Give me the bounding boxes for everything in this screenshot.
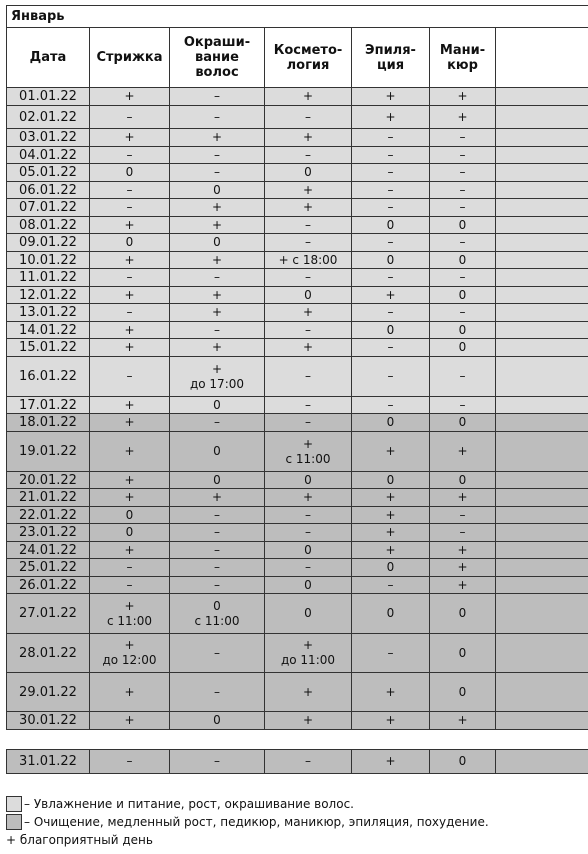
month-title: Январь: [7, 6, 588, 28]
empty-cell: [496, 129, 588, 147]
table-row: [7, 339, 588, 357]
value-cell: 0: [352, 472, 430, 489]
empty-cell: [496, 577, 588, 594]
value-cell: + до 12:00: [90, 634, 170, 673]
value-cell: +: [90, 339, 170, 357]
value-cell: + до 11:00: [265, 634, 352, 673]
value-cell: +: [170, 339, 265, 357]
table-row: [7, 397, 588, 414]
date-cell: 08.01.22: [7, 217, 90, 234]
value-cell: 0: [170, 234, 265, 252]
date-cell: 24.01.22: [7, 542, 90, 559]
table-row: [7, 414, 588, 432]
value-cell: –: [90, 106, 170, 129]
value-cell: –: [352, 199, 430, 217]
date-cell: 27.01.22: [7, 594, 90, 634]
table-row: [7, 634, 588, 673]
value-cell: 0: [430, 339, 496, 357]
empty-cell: [496, 507, 588, 524]
date-cell: 15.01.22: [7, 339, 90, 357]
value-cell: +: [352, 507, 430, 524]
legend-light-text: – Увлажнение и питание, рост, окрашивание волос.: [24, 796, 354, 811]
value-cell: 0: [90, 507, 170, 524]
value-cell: +: [90, 472, 170, 489]
date-cell: 16.01.22: [7, 357, 90, 397]
table-row: [7, 594, 588, 634]
date-cell: 04.01.22: [7, 147, 90, 164]
value-cell: –: [352, 339, 430, 357]
header-row: [7, 28, 588, 88]
legend: [6, 795, 489, 849]
value-cell: –: [430, 524, 496, 542]
value-cell: +: [430, 577, 496, 594]
empty-cell: [496, 182, 588, 199]
table-row: [7, 269, 588, 287]
value-cell: 0: [90, 524, 170, 542]
value-cell: +: [265, 182, 352, 199]
value-cell: +: [90, 712, 170, 730]
table-row: [7, 129, 588, 147]
value-cell: –: [170, 559, 265, 577]
value-cell: –: [430, 182, 496, 199]
table-row: [7, 217, 588, 234]
value-cell: 0: [430, 634, 496, 673]
value-cell: + с 11:00: [90, 594, 170, 634]
header-empty-cell: [496, 28, 588, 88]
table-row: [7, 507, 588, 524]
value-cell: + до 17:00: [170, 357, 265, 397]
value-cell: 0: [430, 287, 496, 304]
table-row: [7, 357, 588, 397]
table-row: [7, 559, 588, 577]
header-cell: Мани- кюр: [430, 28, 496, 88]
date-cell: 25.01.22: [7, 559, 90, 577]
value-cell: –: [352, 634, 430, 673]
value-cell: +: [352, 712, 430, 730]
value-cell: –: [352, 269, 430, 287]
date-cell: 21.01.22: [7, 489, 90, 507]
value-cell: +: [265, 673, 352, 712]
value-cell: –: [265, 217, 352, 234]
gap-cell: [7, 730, 588, 750]
date-cell: 05.01.22: [7, 164, 90, 182]
empty-cell: [496, 322, 588, 339]
value-cell: –: [430, 129, 496, 147]
table-row: [7, 234, 588, 252]
value-cell: –: [265, 397, 352, 414]
value-cell: +: [90, 252, 170, 269]
value-cell: +: [352, 524, 430, 542]
value-cell: –: [430, 234, 496, 252]
value-cell: +: [352, 750, 430, 774]
value-cell: 0: [352, 559, 430, 577]
date-cell: 12.01.22: [7, 287, 90, 304]
value-cell: –: [430, 269, 496, 287]
value-cell: 0: [352, 217, 430, 234]
header-cell: Стрижка: [90, 28, 170, 88]
empty-cell: [496, 339, 588, 357]
value-cell: +: [90, 129, 170, 147]
empty-cell: [496, 673, 588, 712]
value-cell: 0: [430, 673, 496, 712]
value-cell: –: [170, 147, 265, 164]
value-cell: –: [265, 507, 352, 524]
header-cell: Космето- логия: [265, 28, 352, 88]
value-cell: –: [352, 164, 430, 182]
calendar-table: [6, 5, 588, 774]
value-cell: –: [265, 524, 352, 542]
value-cell: 0: [352, 594, 430, 634]
value-cell: +: [90, 414, 170, 432]
date-cell: 09.01.22: [7, 234, 90, 252]
value-cell: –: [352, 357, 430, 397]
value-cell: –: [352, 182, 430, 199]
date-cell: 06.01.22: [7, 182, 90, 199]
empty-cell: [496, 234, 588, 252]
empty-cell: [496, 542, 588, 559]
date-cell: 10.01.22: [7, 252, 90, 269]
empty-cell: [496, 287, 588, 304]
value-cell: + с 11:00: [265, 432, 352, 472]
value-cell: +: [170, 217, 265, 234]
value-cell: + с 18:00: [265, 252, 352, 269]
empty-cell: [496, 634, 588, 673]
date-cell: 22.01.22: [7, 507, 90, 524]
value-cell: +: [90, 217, 170, 234]
value-cell: –: [90, 559, 170, 577]
empty-cell: [496, 304, 588, 322]
value-cell: –: [265, 106, 352, 129]
value-cell: +: [170, 252, 265, 269]
table-row: [7, 750, 588, 774]
value-cell: –: [170, 106, 265, 129]
table-row: [7, 182, 588, 199]
value-cell: +: [430, 88, 496, 106]
value-cell: 0: [170, 182, 265, 199]
value-cell: –: [90, 357, 170, 397]
value-cell: –: [170, 634, 265, 673]
value-cell: 0: [265, 594, 352, 634]
date-cell: 17.01.22: [7, 397, 90, 414]
value-cell: 0: [352, 252, 430, 269]
date-cell: 13.01.22: [7, 304, 90, 322]
value-cell: –: [170, 577, 265, 594]
value-cell: +: [352, 106, 430, 129]
table-row: [7, 88, 588, 106]
empty-cell: [496, 712, 588, 730]
legend-light: [6, 795, 489, 813]
empty-cell: [496, 217, 588, 234]
value-cell: –: [352, 304, 430, 322]
value-cell: –: [265, 147, 352, 164]
empty-cell: [496, 524, 588, 542]
date-cell: 19.01.22: [7, 432, 90, 472]
value-cell: 0: [170, 472, 265, 489]
date-cell: 29.01.22: [7, 673, 90, 712]
value-cell: –: [170, 673, 265, 712]
legend-dark: [6, 813, 489, 831]
value-cell: +: [265, 199, 352, 217]
value-cell: 0 с 11:00: [170, 594, 265, 634]
value-cell: +: [90, 88, 170, 106]
table-row: [7, 542, 588, 559]
value-cell: 0: [265, 472, 352, 489]
value-cell: –: [265, 559, 352, 577]
date-cell: 20.01.22: [7, 472, 90, 489]
value-cell: 0: [430, 472, 496, 489]
value-cell: +: [170, 287, 265, 304]
empty-cell: [496, 252, 588, 269]
value-cell: +: [90, 542, 170, 559]
empty-cell: [496, 147, 588, 164]
value-cell: –: [352, 147, 430, 164]
value-cell: +: [352, 673, 430, 712]
value-cell: 0: [430, 322, 496, 339]
value-cell: +: [265, 88, 352, 106]
empty-cell: [496, 269, 588, 287]
empty-cell: [496, 164, 588, 182]
value-cell: 0: [430, 594, 496, 634]
empty-cell: [496, 750, 588, 774]
value-cell: 0: [430, 217, 496, 234]
value-cell: +: [265, 304, 352, 322]
value-cell: –: [170, 269, 265, 287]
value-cell: 0: [170, 712, 265, 730]
date-cell: 26.01.22: [7, 577, 90, 594]
date-cell: 28.01.22: [7, 634, 90, 673]
value-cell: +: [90, 397, 170, 414]
date-cell: 14.01.22: [7, 322, 90, 339]
legend-plus: [6, 831, 489, 849]
value-cell: –: [170, 750, 265, 774]
empty-cell: [496, 489, 588, 507]
table-row: [7, 304, 588, 322]
value-cell: –: [265, 750, 352, 774]
value-cell: +: [90, 673, 170, 712]
table-row: [7, 164, 588, 182]
table-row: [7, 147, 588, 164]
value-cell: 0: [90, 164, 170, 182]
value-cell: –: [90, 182, 170, 199]
value-cell: –: [265, 357, 352, 397]
value-cell: –: [90, 304, 170, 322]
header-cell: Окраши- вание волос: [170, 28, 265, 88]
value-cell: +: [170, 489, 265, 507]
table-row: [7, 106, 588, 129]
value-cell: –: [265, 234, 352, 252]
value-cell: –: [430, 304, 496, 322]
value-cell: +: [170, 199, 265, 217]
empty-cell: [496, 397, 588, 414]
empty-cell: [496, 357, 588, 397]
value-cell: –: [430, 507, 496, 524]
value-cell: –: [170, 524, 265, 542]
value-cell: +: [352, 542, 430, 559]
date-cell: 03.01.22: [7, 129, 90, 147]
value-cell: –: [170, 88, 265, 106]
value-cell: –: [90, 199, 170, 217]
empty-cell: [496, 472, 588, 489]
value-cell: +: [90, 432, 170, 472]
empty-cell: [496, 594, 588, 634]
value-cell: 0: [430, 414, 496, 432]
table-row: [7, 287, 588, 304]
value-cell: 0: [265, 164, 352, 182]
value-cell: –: [430, 357, 496, 397]
value-cell: –: [170, 164, 265, 182]
date-cell: 18.01.22: [7, 414, 90, 432]
dark-swatch: [6, 814, 22, 830]
value-cell: –: [352, 129, 430, 147]
table-row: [7, 577, 588, 594]
empty-cell: [496, 414, 588, 432]
value-cell: –: [170, 322, 265, 339]
value-cell: 0: [170, 432, 265, 472]
value-cell: –: [90, 577, 170, 594]
date-cell: 30.01.22: [7, 712, 90, 730]
date-cell: 23.01.22: [7, 524, 90, 542]
table-row: [7, 489, 588, 507]
value-cell: 0: [430, 252, 496, 269]
legend-dark-text: – Очищение, медленный рост, педикюр, маникюр, эпиляция, похудение.: [24, 814, 489, 829]
value-cell: –: [430, 397, 496, 414]
value-cell: +: [265, 339, 352, 357]
value-cell: –: [430, 147, 496, 164]
value-cell: –: [430, 164, 496, 182]
empty-cell: [496, 199, 588, 217]
empty-cell: [496, 432, 588, 472]
table-row: [7, 472, 588, 489]
table-row: [7, 199, 588, 217]
value-cell: +: [90, 489, 170, 507]
table-row: [7, 673, 588, 712]
date-cell: 31.01.22: [7, 750, 90, 774]
value-cell: 0: [430, 750, 496, 774]
header-cell: Дата: [7, 28, 90, 88]
value-cell: +: [430, 432, 496, 472]
empty-cell: [496, 559, 588, 577]
value-cell: +: [430, 489, 496, 507]
value-cell: 0: [265, 577, 352, 594]
empty-cell: [496, 88, 588, 106]
value-cell: +: [170, 304, 265, 322]
value-cell: +: [352, 432, 430, 472]
value-cell: +: [430, 559, 496, 577]
header-cell: Эпиля- ция: [352, 28, 430, 88]
value-cell: –: [352, 397, 430, 414]
value-cell: +: [430, 542, 496, 559]
value-cell: –: [430, 199, 496, 217]
value-cell: –: [90, 750, 170, 774]
value-cell: +: [352, 88, 430, 106]
value-cell: +: [170, 129, 265, 147]
value-cell: 0: [90, 234, 170, 252]
value-cell: +: [430, 106, 496, 129]
date-cell: 02.01.22: [7, 106, 90, 129]
table-row: [7, 252, 588, 269]
row-gap: [7, 730, 588, 750]
value-cell: 0: [265, 287, 352, 304]
value-cell: 0: [265, 542, 352, 559]
value-cell: +: [265, 129, 352, 147]
date-cell: 07.01.22: [7, 199, 90, 217]
value-cell: –: [265, 322, 352, 339]
value-cell: –: [90, 269, 170, 287]
table-row: [7, 712, 588, 730]
value-cell: +: [352, 287, 430, 304]
value-cell: +: [90, 322, 170, 339]
value-cell: +: [265, 489, 352, 507]
value-cell: –: [170, 542, 265, 559]
value-cell: –: [265, 269, 352, 287]
legend-plus-text: + благоприятный день: [6, 832, 153, 847]
value-cell: –: [90, 147, 170, 164]
value-cell: 0: [352, 414, 430, 432]
value-cell: –: [352, 577, 430, 594]
value-cell: +: [352, 489, 430, 507]
value-cell: 0: [170, 397, 265, 414]
value-cell: 0: [352, 322, 430, 339]
date-cell: 11.01.22: [7, 269, 90, 287]
value-cell: +: [430, 712, 496, 730]
table-row: [7, 432, 588, 472]
value-cell: –: [265, 414, 352, 432]
value-cell: –: [170, 507, 265, 524]
table-row: [7, 322, 588, 339]
value-cell: +: [90, 287, 170, 304]
light-swatch: [6, 796, 22, 812]
value-cell: –: [352, 234, 430, 252]
empty-cell: [496, 106, 588, 129]
value-cell: +: [265, 712, 352, 730]
value-cell: –: [170, 414, 265, 432]
table-row: [7, 524, 588, 542]
date-cell: 01.01.22: [7, 88, 90, 106]
